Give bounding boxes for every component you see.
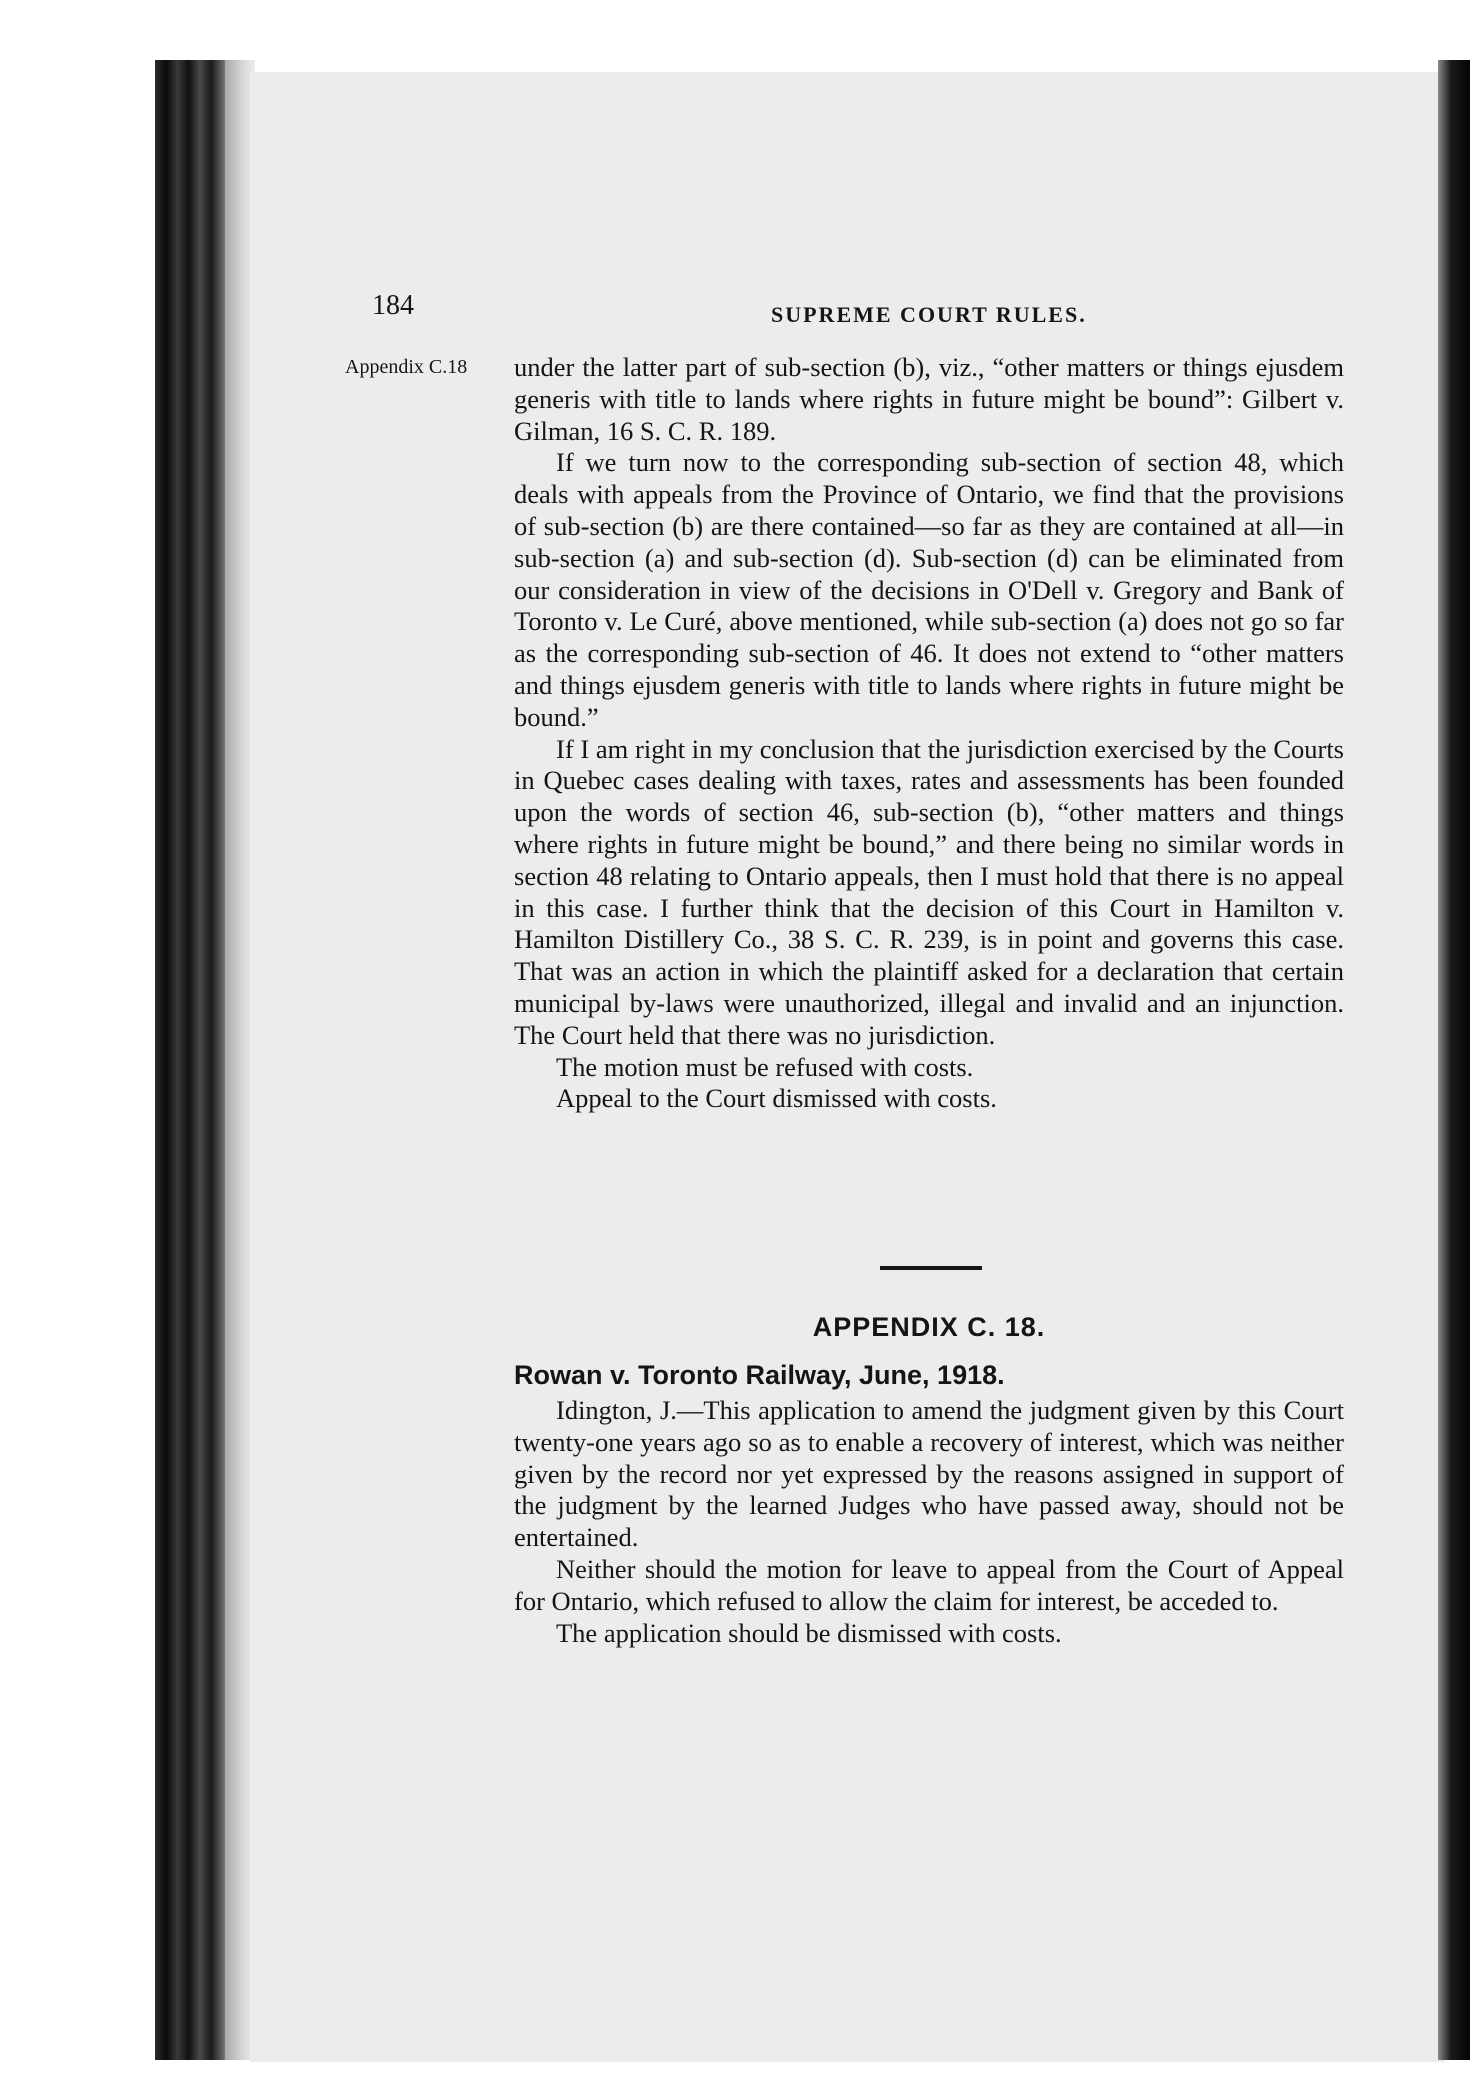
paragraph: Neither should the motion for leave to appeal from the Court of Appeal for Ontario, which refused to allow the claim for interest, be acceded to.	[514, 1553, 1344, 1616]
book-binding	[155, 60, 230, 2060]
main-text	[514, 352, 1344, 1115]
section-divider	[880, 1266, 982, 1270]
page-number: 184	[372, 290, 414, 321]
paragraph: If I am right in my conclusion that the jurisdiction exercised by the Courts in Quebec cases dealing with taxes, rates and assessments has been founded upon the words of section 46, sub-section (b), “other matters and things where rights in future might be bound,” and there being no similar words in section 48 relating to Ontario appeals, then I must hold that there is no appeal in this case. I further think that the decision of this Court in Hamilton v. Hamilton Distillery Co., 38 S. C. R. 239, is in point and governs this case. That was an action in which the plaintiff asked for a declaration that certain municipal by-laws were unauthorized, illegal and invalid and an injunction. The Court held that there was no jurisdiction.	[514, 733, 1344, 1050]
paragraph: Idington, J.—This application to amend the judgment given by this Court twenty-one years ago so as to enable a recovery of interest, which was neither given by the record nor yet expressed by the reasons assigned in support of the judgment by the learned Judges who have passed away, should not be entertained.	[514, 1395, 1344, 1553]
paragraph: under the latter part of sub-section (b), viz., “other matters or things ejusdem generis with title to lands where rights in future might be bound”: Gilbert v. Gilman, 16 S. C. R. 189.	[514, 352, 1344, 446]
marginal-note: Appendix C.18	[345, 356, 468, 378]
appendix-heading: APPENDIX C. 18.	[812, 1312, 1046, 1342]
case-title: Rowan v. Toronto Railway, June, 1918.	[514, 1360, 1005, 1390]
page-edge	[1438, 60, 1470, 2060]
running-head: SUPREME COURT RULES.	[771, 302, 1087, 327]
paragraph: If we turn now to the corresponding sub-section of section 48, which deals with appeals from the Province of Ontario, we find that the provisions of sub-section (b) are there contained—so far as they are contained at all—in sub-section (a) and sub-section (d). Sub-section (d) can be eliminated from our consideration in view of the decisions in O'Dell v. Gregory and Bank of Toronto v. Le Curé, above mentioned, while sub-section (a) does not go so far as the corresponding sub-section of 46. It does not extend to “other matters and things ejusdem generis with title to lands where rights in future might be bound.”	[514, 447, 1344, 732]
appendix-text	[514, 1395, 1344, 1649]
paragraph: The application should be dismissed with costs.	[556, 1617, 1062, 1648]
paragraph: The motion must be refused with costs.	[556, 1051, 974, 1082]
paragraph: Appeal to the Court dismissed with costs.	[556, 1083, 997, 1114]
